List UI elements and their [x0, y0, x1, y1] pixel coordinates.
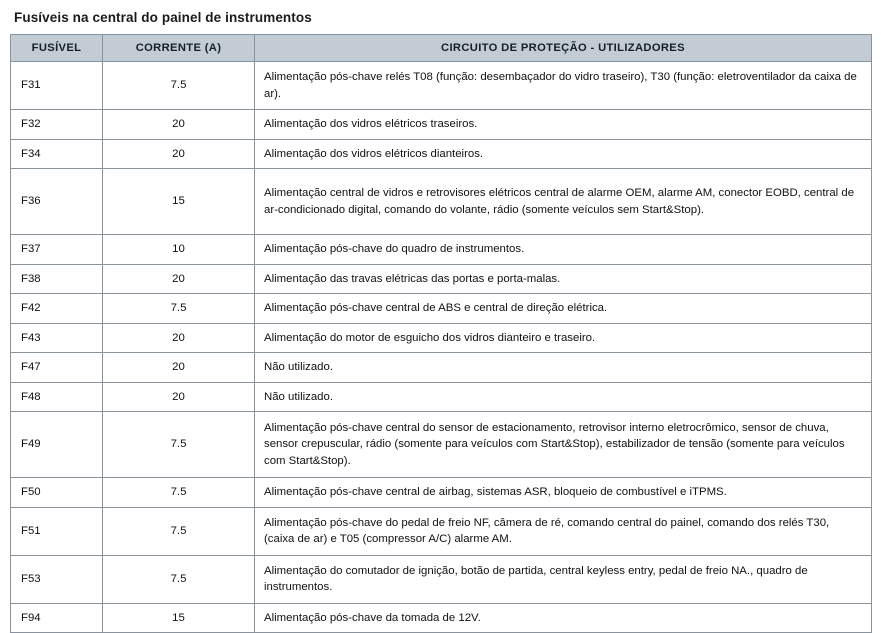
cell-circuit: Não utilizado.	[255, 353, 872, 383]
cell-fuse: F94	[11, 603, 103, 633]
table-row	[11, 603, 872, 633]
table-body	[11, 62, 872, 633]
cell-circuit: Alimentação pós-chave do quadro de instrumentos.	[255, 235, 872, 265]
table-row	[11, 169, 872, 235]
table-row	[11, 110, 872, 140]
cell-fuse: F51	[11, 507, 103, 555]
cell-circuit: Alimentação das travas elétricas das portas e porta-malas.	[255, 264, 872, 294]
cell-circuit: Alimentação dos vidros elétricos traseiros.	[255, 110, 872, 140]
cell-current: 10	[103, 235, 255, 265]
cell-circuit: Não utilizado.	[255, 382, 872, 412]
table-row	[11, 382, 872, 412]
cell-circuit: Alimentação pós-chave central do sensor de estacionamento, retrovisor interno eletrocrômico, sensor de chuva, sensor crepuscular, rádio (somente para veículos com Start&Stop), estabilizador de tensão (somente para veículos com Start&Stop).	[255, 412, 872, 478]
cell-fuse: F47	[11, 353, 103, 383]
cell-fuse: F37	[11, 235, 103, 265]
table-row	[11, 264, 872, 294]
cell-circuit: Alimentação do motor de esguicho dos vidros dianteiro e traseiro.	[255, 323, 872, 353]
column-header-fuse: FUSÍVEL	[11, 35, 103, 62]
table-row	[11, 235, 872, 265]
cell-current: 7.5	[103, 507, 255, 555]
table-header-row	[11, 35, 872, 62]
cell-current: 7.5	[103, 555, 255, 603]
table-row	[11, 412, 872, 478]
cell-circuit: Alimentação dos vidros elétricos dianteiros.	[255, 139, 872, 169]
table-row	[11, 139, 872, 169]
cell-current: 7.5	[103, 62, 255, 110]
cell-fuse: F42	[11, 294, 103, 324]
fuse-table	[10, 34, 872, 633]
cell-fuse: F53	[11, 555, 103, 603]
cell-circuit: Alimentação pós-chave do pedal de freio NF, câmera de ré, comando central do painel, comando dos relés T30, (caixa de ar) e T05 (compressor A/C) alarme AM.	[255, 507, 872, 555]
cell-fuse: F43	[11, 323, 103, 353]
cell-current: 7.5	[103, 412, 255, 478]
cell-current: 15	[103, 169, 255, 235]
cell-current: 20	[103, 110, 255, 140]
cell-current: 7.5	[103, 478, 255, 508]
cell-circuit: Alimentação pós-chave relés T08 (função: desembaçador do vidro traseiro), T30 (função: eletroventilador da caixa de ar).	[255, 62, 872, 110]
cell-circuit: Alimentação do comutador de ignição, botão de partida, central keyless entry, pedal de freio NA., quadro de instrumentos.	[255, 555, 872, 603]
cell-fuse: F49	[11, 412, 103, 478]
table-row	[11, 62, 872, 110]
table-row	[11, 294, 872, 324]
table-row	[11, 507, 872, 555]
cell-fuse: F31	[11, 62, 103, 110]
column-header-circuit: CIRCUITO DE PROTEÇÃO - UTILIZADORES	[255, 35, 872, 62]
cell-fuse: F34	[11, 139, 103, 169]
cell-fuse: F36	[11, 169, 103, 235]
cell-fuse: F32	[11, 110, 103, 140]
cell-fuse: F48	[11, 382, 103, 412]
cell-current: 20	[103, 264, 255, 294]
cell-current: 20	[103, 139, 255, 169]
cell-fuse: F38	[11, 264, 103, 294]
page-title: Fusíveis na central do painel de instrumentos	[14, 10, 312, 25]
cell-current: 20	[103, 323, 255, 353]
cell-current: 15	[103, 603, 255, 633]
cell-current: 20	[103, 353, 255, 383]
table-header	[11, 35, 872, 62]
table-row	[11, 323, 872, 353]
cell-current: 7.5	[103, 294, 255, 324]
table-row	[11, 353, 872, 383]
cell-circuit: Alimentação pós-chave central de ABS e central de direção elétrica.	[255, 294, 872, 324]
table-row	[11, 555, 872, 603]
cell-circuit: Alimentação pós-chave da tomada de 12V.	[255, 603, 872, 633]
cell-current: 20	[103, 382, 255, 412]
cell-circuit: Alimentação central de vidros e retrovisores elétricos central de alarme OEM, alarme AM, conector EOBD, central de ar-condicionado digital, comando do volante, rádio (somente veículos sem Start&Stop).	[255, 169, 872, 235]
column-header-current: CORRENTE (A)	[103, 35, 255, 62]
cell-fuse: F50	[11, 478, 103, 508]
cell-circuit: Alimentação pós-chave central de airbag, sistemas ASR, bloqueio de combustível e iTPMS.	[255, 478, 872, 508]
table-row	[11, 478, 872, 508]
